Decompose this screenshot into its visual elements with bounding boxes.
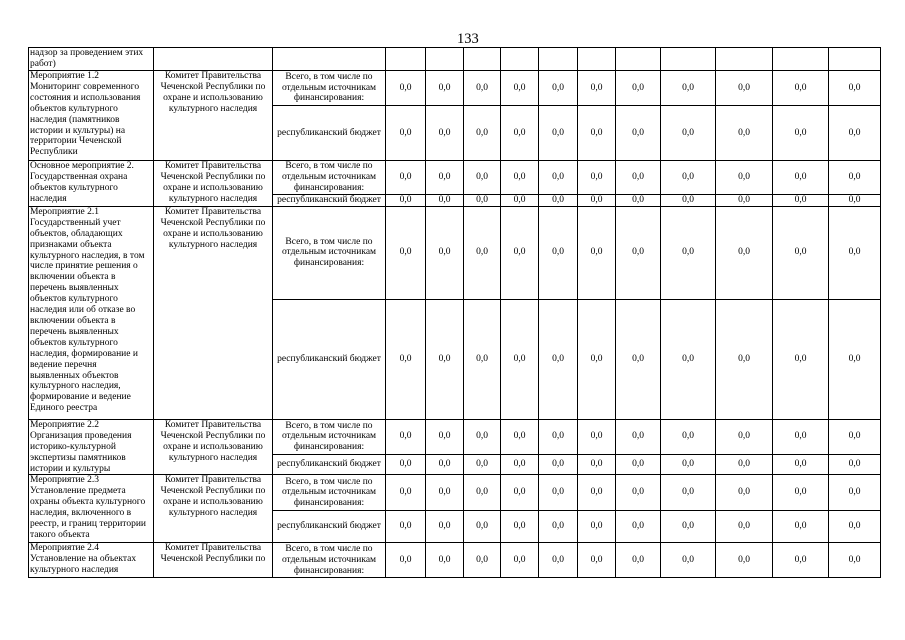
value-cell: 0,0 xyxy=(716,206,773,299)
value-cell: 0,0 xyxy=(661,475,716,511)
value-cell: 0,0 xyxy=(539,419,578,454)
responsible-executor-cell: Комитет Правительства Чеченской Республики по охране и использованию культурного наследия xyxy=(154,475,273,543)
value-cell: 0,0 xyxy=(661,71,716,106)
value-cell: 0,0 xyxy=(578,511,616,543)
table-row xyxy=(29,543,881,578)
table-row xyxy=(29,71,881,106)
value-cell: 0,0 xyxy=(829,106,881,161)
value-cell: 0,0 xyxy=(716,419,773,454)
value-cell: 0,0 xyxy=(426,195,464,207)
value-cell: 0,0 xyxy=(426,299,464,419)
value-cell: 0,0 xyxy=(386,419,426,454)
value-cell: 0,0 xyxy=(616,161,661,195)
funding-source-cell: республиканский бюджет xyxy=(273,195,386,207)
value-cell: 0,0 xyxy=(829,195,881,207)
value-cell: 0,0 xyxy=(829,71,881,106)
value-cell: 0,0 xyxy=(501,195,539,207)
value-cell: 0,0 xyxy=(464,475,501,511)
value-cell: 0,0 xyxy=(773,299,829,419)
value-cell: 0,0 xyxy=(539,454,578,475)
value-cell: 0,0 xyxy=(539,71,578,106)
event-name-cell: Мероприятие 2.3 Установление предмета охраны объекта культурного наследия, включенного в реестр, и границ территории такого объекта xyxy=(29,475,154,543)
value-cell: 0,0 xyxy=(386,543,426,578)
value-cell: 0,0 xyxy=(661,454,716,475)
value-cell xyxy=(773,48,829,71)
value-cell: 0,0 xyxy=(501,106,539,161)
value-cell: 0,0 xyxy=(716,475,773,511)
funding-source-cell: Всего, в том числе по отдельным источникам финансирования: xyxy=(273,71,386,106)
value-cell xyxy=(716,48,773,71)
funding-source-cell: республиканский бюджет xyxy=(273,511,386,543)
value-cell: 0,0 xyxy=(501,475,539,511)
value-cell: 0,0 xyxy=(539,299,578,419)
value-cell: 0,0 xyxy=(578,161,616,195)
funding-source-cell: Всего, в том числе по отдельным источникам финансирования: xyxy=(273,419,386,454)
value-cell: 0,0 xyxy=(661,195,716,207)
value-cell: 0,0 xyxy=(716,71,773,106)
value-cell: 0,0 xyxy=(661,511,716,543)
table-row xyxy=(29,206,881,299)
responsible-executor-cell: Комитет Правительства Чеченской Республики по охране и использованию культурного наследия xyxy=(154,206,273,419)
value-cell: 0,0 xyxy=(501,419,539,454)
value-cell: 0,0 xyxy=(773,454,829,475)
funding-source-cell: Всего, в том числе по отдельным источникам финансирования: xyxy=(273,206,386,299)
responsible-executor-cell: Комитет Правительства Чеченской Республики по охране и использованию культурного наследия xyxy=(154,71,273,161)
value-cell: 0,0 xyxy=(539,161,578,195)
value-cell: 0,0 xyxy=(501,71,539,106)
value-cell: 0,0 xyxy=(616,106,661,161)
funding-source-cell: Всего, в том числе по отдельным источникам финансирования: xyxy=(273,475,386,511)
value-cell: 0,0 xyxy=(773,71,829,106)
responsible-executor-cell: Комитет Правительства Чеченской Республики по охране и использованию культурного наследия xyxy=(154,161,273,207)
value-cell: 0,0 xyxy=(539,475,578,511)
value-cell: 0,0 xyxy=(829,419,881,454)
value-cell xyxy=(464,48,501,71)
value-cell: 0,0 xyxy=(661,419,716,454)
responsible-executor-cell xyxy=(154,48,273,71)
value-cell: 0,0 xyxy=(773,206,829,299)
value-cell: 0,0 xyxy=(578,299,616,419)
value-cell: 0,0 xyxy=(464,454,501,475)
value-cell: 0,0 xyxy=(773,543,829,578)
value-cell xyxy=(661,48,716,71)
value-cell: 0,0 xyxy=(661,161,716,195)
value-cell: 0,0 xyxy=(426,106,464,161)
value-cell: 0,0 xyxy=(464,71,501,106)
value-cell: 0,0 xyxy=(464,195,501,207)
value-cell: 0,0 xyxy=(539,195,578,207)
value-cell: 0,0 xyxy=(578,454,616,475)
value-cell: 0,0 xyxy=(773,106,829,161)
value-cell: 0,0 xyxy=(464,299,501,419)
value-cell: 0,0 xyxy=(501,511,539,543)
event-name-cell: надзор за проведением этих работ) xyxy=(29,48,154,71)
value-cell: 0,0 xyxy=(426,206,464,299)
table-row xyxy=(29,161,881,195)
value-cell: 0,0 xyxy=(501,161,539,195)
value-cell: 0,0 xyxy=(426,71,464,106)
page-number: 133 xyxy=(457,31,479,47)
value-cell: 0,0 xyxy=(616,206,661,299)
value-cell: 0,0 xyxy=(386,106,426,161)
value-cell: 0,0 xyxy=(426,454,464,475)
value-cell: 0,0 xyxy=(829,475,881,511)
responsible-executor-cell: Комитет Правительства Чеченской Республики по xyxy=(154,543,273,578)
value-cell: 0,0 xyxy=(773,195,829,207)
event-name-cell: Мероприятие 2.2 Организация проведения историко-культурной экспертизы памятников истории и культуры xyxy=(29,419,154,475)
value-cell: 0,0 xyxy=(773,511,829,543)
event-name-cell: Мероприятие 2.4 Установление на объектах культурного наследия xyxy=(29,543,154,578)
value-cell: 0,0 xyxy=(464,206,501,299)
value-cell: 0,0 xyxy=(539,206,578,299)
value-cell: 0,0 xyxy=(501,206,539,299)
value-cell: 0,0 xyxy=(616,454,661,475)
value-cell: 0,0 xyxy=(829,511,881,543)
value-cell: 0,0 xyxy=(501,543,539,578)
value-cell xyxy=(829,48,881,71)
funding-source-cell: республиканский бюджет xyxy=(273,454,386,475)
funding-source-cell: Всего, в том числе по отдельным источникам финансирования: xyxy=(273,543,386,578)
funding-source-cell xyxy=(273,48,386,71)
value-cell: 0,0 xyxy=(386,299,426,419)
value-cell: 0,0 xyxy=(426,511,464,543)
table-row xyxy=(29,48,881,71)
value-cell: 0,0 xyxy=(386,511,426,543)
value-cell: 0,0 xyxy=(464,543,501,578)
value-cell xyxy=(426,48,464,71)
funding-source-cell: Всего, в том числе по отдельным источникам финансирования: xyxy=(273,161,386,195)
event-name-cell: Основное мероприятие 2. Государственная охрана объектов культурного наследия xyxy=(29,161,154,207)
value-cell: 0,0 xyxy=(578,206,616,299)
value-cell: 0,0 xyxy=(773,161,829,195)
value-cell: 0,0 xyxy=(829,206,881,299)
value-cell: 0,0 xyxy=(716,454,773,475)
value-cell xyxy=(539,48,578,71)
value-cell: 0,0 xyxy=(578,71,616,106)
value-cell: 0,0 xyxy=(716,106,773,161)
value-cell: 0,0 xyxy=(539,543,578,578)
value-cell: 0,0 xyxy=(464,419,501,454)
funding-source-cell: республиканский бюджет xyxy=(273,106,386,161)
event-name-cell: Мероприятие 2.1 Государственный учет объектов, обладающих признаками объекта культурного наследия, в том числе принятие решения о включении объекта в перечень выявленных объектов культурного наследия или об отказе во включении объекта в перечень выявленных объектов культурного наследия, формирование и ведение перечня выявленных объектов культурного наследия, формирование и ведение Единого реестра xyxy=(29,206,154,419)
value-cell: 0,0 xyxy=(578,543,616,578)
value-cell: 0,0 xyxy=(426,161,464,195)
value-cell: 0,0 xyxy=(716,195,773,207)
value-cell: 0,0 xyxy=(661,543,716,578)
value-cell: 0,0 xyxy=(464,161,501,195)
value-cell: 0,0 xyxy=(661,106,716,161)
value-cell xyxy=(386,48,426,71)
table-row xyxy=(29,475,881,511)
event-name-cell: Мероприятие 1.2 Мониторинг современного состояния и использования объектов культурного наследия (памятников истории и культуры) на территории Чеченской Республики xyxy=(29,71,154,161)
funding-table xyxy=(28,47,881,578)
value-cell: 0,0 xyxy=(464,106,501,161)
value-cell: 0,0 xyxy=(716,299,773,419)
value-cell: 0,0 xyxy=(773,419,829,454)
value-cell: 0,0 xyxy=(501,299,539,419)
value-cell: 0,0 xyxy=(616,71,661,106)
value-cell: 0,0 xyxy=(426,543,464,578)
value-cell: 0,0 xyxy=(386,71,426,106)
value-cell: 0,0 xyxy=(464,511,501,543)
value-cell: 0,0 xyxy=(829,543,881,578)
value-cell: 0,0 xyxy=(578,475,616,511)
value-cell: 0,0 xyxy=(716,543,773,578)
value-cell: 0,0 xyxy=(578,106,616,161)
value-cell: 0,0 xyxy=(616,511,661,543)
value-cell: 0,0 xyxy=(386,161,426,195)
value-cell: 0,0 xyxy=(578,419,616,454)
value-cell: 0,0 xyxy=(386,454,426,475)
value-cell: 0,0 xyxy=(716,511,773,543)
responsible-executor-cell: Комитет Правительства Чеченской Республики по охране и использованию культурного наследия xyxy=(154,419,273,475)
value-cell: 0,0 xyxy=(829,454,881,475)
value-cell xyxy=(616,48,661,71)
value-cell: 0,0 xyxy=(829,161,881,195)
value-cell: 0,0 xyxy=(616,475,661,511)
value-cell: 0,0 xyxy=(426,419,464,454)
value-cell: 0,0 xyxy=(661,206,716,299)
value-cell: 0,0 xyxy=(386,475,426,511)
value-cell: 0,0 xyxy=(661,299,716,419)
value-cell: 0,0 xyxy=(616,419,661,454)
value-cell: 0,0 xyxy=(829,299,881,419)
value-cell: 0,0 xyxy=(539,511,578,543)
value-cell: 0,0 xyxy=(578,195,616,207)
value-cell: 0,0 xyxy=(616,299,661,419)
value-cell: 0,0 xyxy=(616,195,661,207)
value-cell: 0,0 xyxy=(501,454,539,475)
value-cell xyxy=(578,48,616,71)
table-body xyxy=(29,48,881,578)
value-cell: 0,0 xyxy=(386,195,426,207)
value-cell: 0,0 xyxy=(616,543,661,578)
value-cell: 0,0 xyxy=(386,206,426,299)
funding-source-cell: республиканский бюджет xyxy=(273,299,386,419)
value-cell: 0,0 xyxy=(539,106,578,161)
value-cell: 0,0 xyxy=(773,475,829,511)
value-cell xyxy=(501,48,539,71)
table-row xyxy=(29,419,881,454)
value-cell: 0,0 xyxy=(716,161,773,195)
value-cell: 0,0 xyxy=(426,475,464,511)
